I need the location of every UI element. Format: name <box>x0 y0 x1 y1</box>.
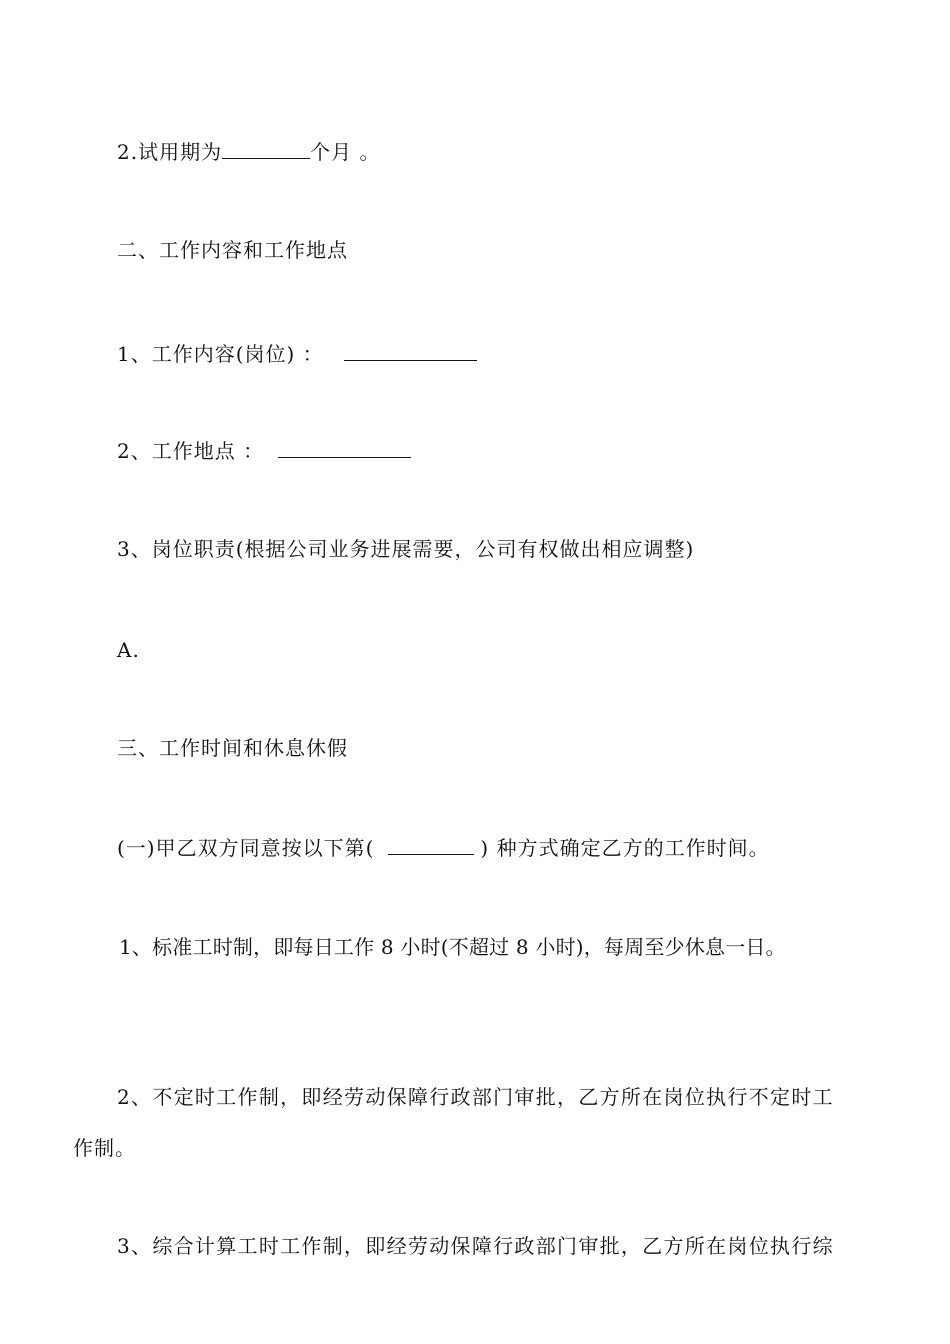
work-time-method-line <box>117 834 770 862</box>
job-content-blank[interactable] <box>344 340 477 361</box>
standard-hours-line: 1、标准工时制，即每日工作 8 小时(不超过 8 小时)，每周至少休息一日。 <box>119 935 786 959</box>
section-three-heading: 三、工作时间和休息休假 <box>117 736 348 760</box>
job-content-line <box>117 340 477 368</box>
work-time-method-blank[interactable] <box>388 834 474 855</box>
probation-text-after: 个月 。 <box>310 140 381 164</box>
irregular-hours-line2: 作制。 <box>73 1136 136 1160</box>
item-a: A. <box>117 638 140 662</box>
comprehensive-hours-line: 3、综合计算工时工作制，即经劳动保障行政部门审批，乙方所在岗位执行综 <box>117 1234 834 1258</box>
work-time-method-text-after: ) 种方式确定乙方的工作时间。 <box>480 836 770 860</box>
job-duties-line: 3、岗位职责(根据公司业务进展需要，公司有权做出相应调整) <box>117 537 695 561</box>
probation-months-blank[interactable] <box>222 138 310 159</box>
irregular-hours-line1: 2、不定时工作制，即经劳动保障行政部门审批，乙方所在岗位执行不定时工 <box>117 1085 834 1109</box>
section-two-heading: 二、工作内容和工作地点 <box>117 238 348 262</box>
work-time-method-text-before: (一)甲乙双方同意按以下第( <box>117 836 375 860</box>
job-content-label: 1、工作内容(岗位) ： <box>117 342 324 366</box>
probation-text-before: 2.试用期为 <box>117 140 223 164</box>
work-location-label: 2、工作地点 ： <box>117 439 265 463</box>
work-location-line <box>117 437 411 465</box>
work-location-blank[interactable] <box>278 437 411 458</box>
probation-line <box>117 138 380 166</box>
